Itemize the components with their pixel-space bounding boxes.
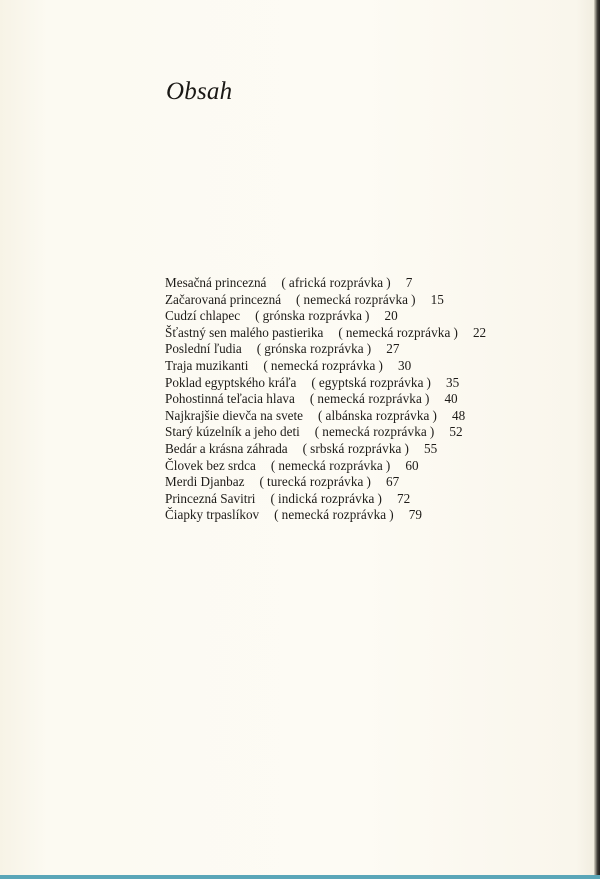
page-number: 60 bbox=[405, 457, 419, 473]
story-title: Bedár a krásna záhrada bbox=[165, 440, 288, 456]
toc-entry bbox=[165, 441, 486, 458]
page-number: 30 bbox=[397, 357, 412, 373]
story-origin: ( turecká rozprávka ) bbox=[259, 474, 371, 490]
page-number: 67 bbox=[386, 474, 400, 490]
story-title: Šťastný sen malého pastierika bbox=[165, 324, 324, 340]
story-title: Čiapky trpaslíkov bbox=[165, 507, 260, 523]
story-origin: ( grónska rozprávka ) bbox=[255, 308, 370, 324]
page-number: 48 bbox=[452, 407, 466, 423]
page-number: 27 bbox=[386, 341, 400, 357]
story-title: Traja muzikanti bbox=[165, 357, 249, 373]
story-origin: ( nemecká rozprávka ) bbox=[263, 357, 383, 373]
story-title: Mesačná princezná bbox=[165, 275, 267, 290]
story-title: Začarovaná princezná bbox=[165, 291, 282, 307]
toc-entry bbox=[165, 275, 486, 292]
story-title: Poklad egyptského kráľa bbox=[165, 374, 297, 390]
toc-entry bbox=[165, 391, 486, 408]
page-number: 52 bbox=[449, 424, 463, 440]
story-origin: ( africká rozprávka ) bbox=[281, 275, 391, 290]
page-number: 79 bbox=[408, 507, 422, 523]
story-title: Človek bez srdca bbox=[165, 457, 256, 473]
story-title: Princezná Savitri bbox=[165, 490, 256, 506]
story-title: Starý kúzelník a jeho deti bbox=[165, 424, 300, 440]
toc-entry bbox=[165, 408, 486, 425]
page-number: 15 bbox=[430, 291, 444, 307]
story-origin: ( grónska rozprávka ) bbox=[256, 341, 372, 357]
toc-entry bbox=[165, 474, 486, 491]
page-title: Obsah bbox=[166, 78, 233, 105]
story-origin: ( nemecká rozprávka ) bbox=[338, 324, 458, 340]
story-title: Poslední ľudia bbox=[165, 341, 242, 357]
page-number: 40 bbox=[444, 391, 458, 407]
page-number: 35 bbox=[446, 374, 460, 390]
toc-entry bbox=[165, 341, 486, 358]
page-number: 20 bbox=[384, 308, 398, 324]
page-edge-shadow bbox=[594, 0, 600, 879]
page-number: 72 bbox=[396, 490, 411, 506]
story-origin: ( nemecká rozprávka ) bbox=[274, 507, 394, 523]
toc-entry bbox=[165, 491, 486, 508]
toc-entry bbox=[165, 292, 486, 309]
story-origin: ( indická rozprávka ) bbox=[270, 490, 382, 506]
story-title: Najkrajšie dievča na svete bbox=[165, 407, 304, 423]
story-origin: ( egyptská rozprávka ) bbox=[311, 374, 432, 390]
toc-entry bbox=[165, 375, 486, 392]
table-of-contents bbox=[165, 275, 486, 524]
page-number: 22 bbox=[472, 324, 487, 340]
toc-entry bbox=[165, 325, 486, 342]
story-origin: ( srbská rozprávka ) bbox=[302, 440, 409, 456]
story-origin: ( nemecká rozprávka ) bbox=[309, 391, 430, 407]
toc-entry bbox=[165, 424, 486, 441]
toc-entry bbox=[165, 358, 486, 375]
story-title: Merdi Djanbaz bbox=[165, 474, 245, 490]
page-number: 7 bbox=[405, 275, 413, 290]
toc-entry bbox=[165, 308, 486, 325]
page-number: 55 bbox=[423, 440, 438, 456]
story-title: Cudzí chlapec bbox=[165, 308, 241, 324]
story-origin: ( albánska rozprávka ) bbox=[318, 407, 437, 423]
story-title: Pohostinná teľacia hlava bbox=[165, 391, 295, 407]
scan-bottom-edge bbox=[0, 875, 600, 879]
story-origin: ( nemecká rozprávka ) bbox=[314, 424, 435, 440]
toc-entry bbox=[165, 458, 486, 475]
story-origin: ( nemecká rozprávka ) bbox=[270, 457, 391, 473]
toc-entry bbox=[165, 507, 486, 524]
story-origin: ( nemecká rozprávka ) bbox=[296, 291, 416, 307]
